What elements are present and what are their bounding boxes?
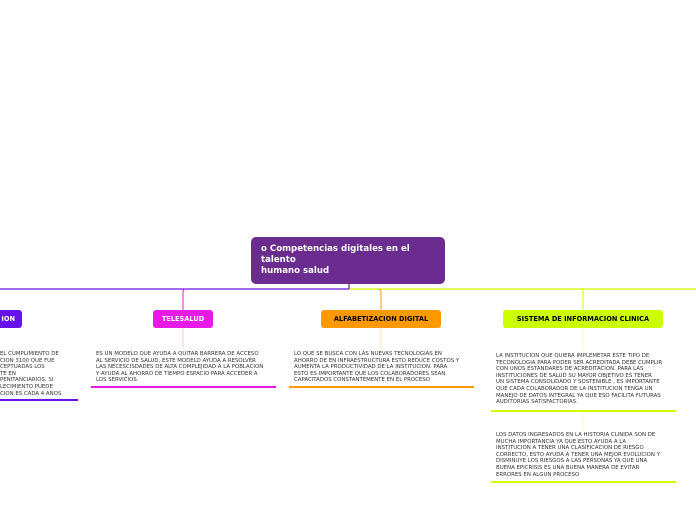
topic-alfabetizacion-digital[interactable]: ALFABETIZACION DIGITAL — [321, 310, 441, 328]
central-topic[interactable]: o Competencias digitales en el talento humano salud — [251, 237, 445, 284]
topic-telesalud[interactable]: TELESALUD — [153, 310, 213, 328]
telesalud-note: ES UN MODELO QUE AYUDA A QUITAR BARRERA DE ACCESO AL SERVICIO DE SALUD, ESTE MODELO AYUDA A RESOLVER LAS NECESCISDADES DE ALTA COMPLEJIDAD A LA POBLACION Y AYUDA AL AHORRO DE TIEMPO ESPACIO PARA ACCEDER A LOS SERVICIOS. — [96, 351, 264, 384]
topic-sistema-informacion-clinica[interactable]: SISTEMA DE INFORMACION CLINICA — [503, 310, 663, 328]
topic-acreditacion[interactable]: ION — [0, 310, 22, 328]
acreditacion-note: EL CUMPLIMIENTO DE CION 3100 QUE FUE CEPTUADAS LOS TE EN PENITANCIARIOS. SI LECIMIENTO PUEDE CION ES CADA 4 AÑOS — [0, 351, 62, 397]
alfabetizacion-connector — [378, 289, 381, 310]
alfabetizacion-note: LO QUE SE BUSCA CON LAS NUEVAS TECNOLOGIAS EN AHORRO DE EN INFRAESTRUCTURA ESTO REDUCE COSTOS Y AUMENTA LA PRODUCTIVIDAD DE LA INSTITUCION. PARA ESTO ES IMPORTANTE QUE LOS COLABORADORES SEAN CAPACITADOS CONSTANTEMENTE EN EL PROCESO — [294, 351, 460, 384]
sistema-note-2: LOS DATOS INGRESADOS EN LA HISTORIA CLINIDA SON DE MUCHA IMPORTANCIA YA QUE ESTO AYUDA A LA INSTITUCION A TENER UNA CLASIFICACION DE RIESGO CORRECTO, ESTO AYUDA A TENER UNA MEJOR EVOLUCION Y DISMINUYE LOS RIESGOS A LAS PERSONAS YA QUE UNA BUENA EPICRISIS ES UNA BUENA MANERA DE EVITAR ERRORES EN ALGUN PROCESO — [496, 432, 660, 478]
sistema-note-1: LA INSTITUCION QUE QUIERA IMPLEMETAR ESTE TIPO DE TECONOLOGIA PARA PODER SER ACREDITADA DEBE CUMPLIR CON UNOS ESTANDARES DE ACREDITACION. PARA LAS INSTITUCIONES DE SALUD SU MAYOR OBJETIVO ES TENER UN SISTEMA CONSOLIDADO Y SOSTENIBLE , ES IMPORTANTE QUE CADA COLABORADOR DE LA INSTITUCION TENGA UN MANEJO DE DATOS INTEGRAL YA QUE ESO FACILITA FUTURAS AUDITORIAS SATISFACTORIAS. — [496, 353, 663, 406]
telesalud-connector — [183, 289, 186, 310]
sistema-connector — [580, 289, 583, 310]
